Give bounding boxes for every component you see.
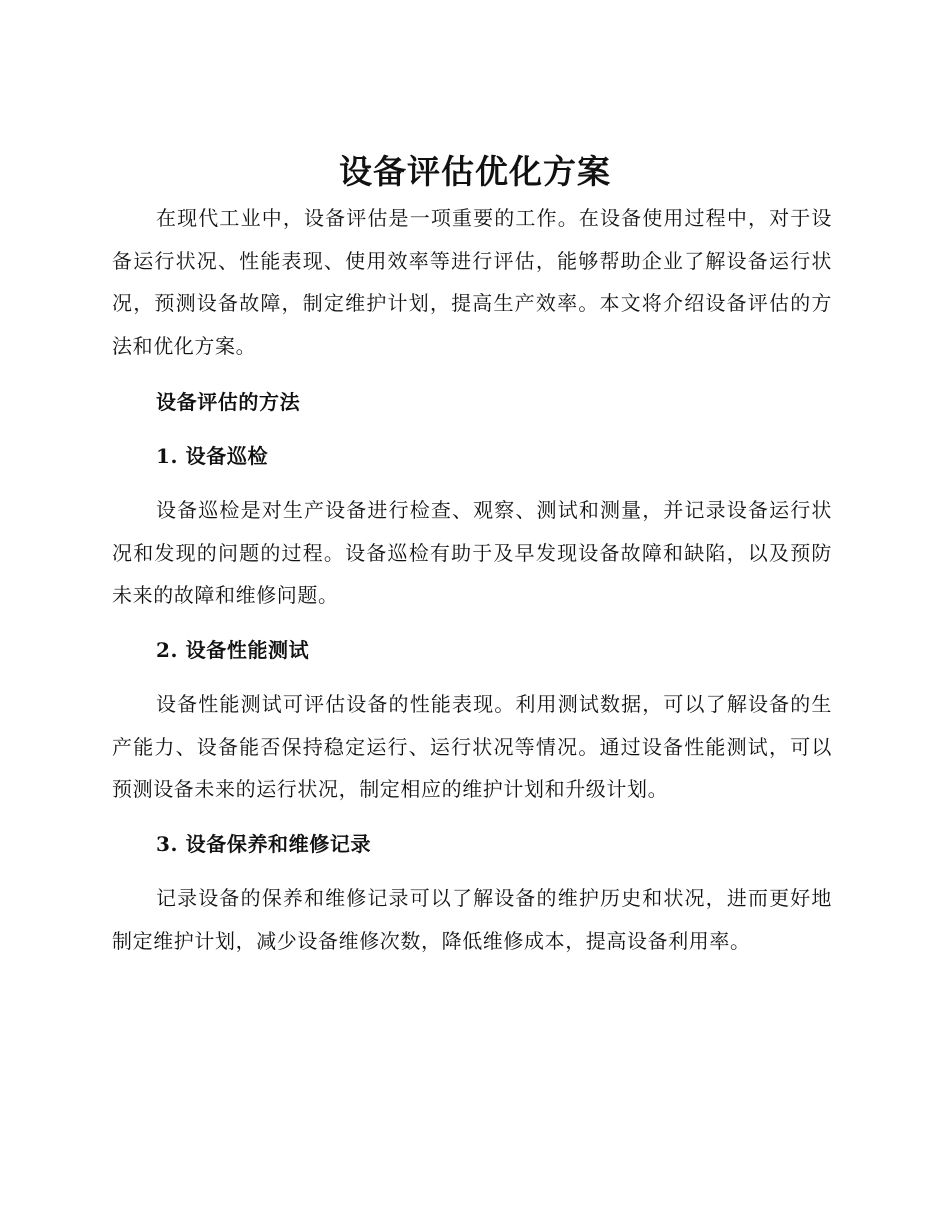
- item-heading-1: 1. 设备巡检: [156, 444, 269, 468]
- item-body-2: 设备性能测试可评估设备的性能表现。利用测试数据，可以了解设备的生产能力、设备能否保持稳定运行、运行状况等情况。通过设备性能测试，可以预测设备未来的运行状况，制定相应的维护计划和升级计划。: [112, 692, 832, 801]
- item-heading-2: 2. 设备性能测试: [156, 638, 310, 662]
- item-body-3: 记录设备的保养和维修记录可以了解设备的维护历史和状况，进而更好地制定维护计划，减少设备维修次数，降低维修成本，提高设备利用率。: [112, 886, 832, 953]
- item-body-1: 设备巡检是对生产设备进行检查、观察、测试和测量，并记录设备运行状况和发现的问题的过程。设备巡检有助于及早发现设备故障和缺陷，以及预防未来的故障和维修问题。: [112, 498, 832, 607]
- intro-paragraph: 在现代工业中，设备评估是一项重要的工作。在设备使用过程中，对于设备运行状况、性能表现、使用效率等进行评估，能够帮助企业了解设备运行状况，预测设备故障，制定维护计划，提高生产效率。本文将介绍设备评估的方法和优化方案。: [112, 206, 832, 358]
- section-heading: 设备评估的方法: [156, 390, 301, 414]
- item-heading-3: 3. 设备保养和维修记录: [156, 832, 372, 856]
- document-title: 设备评估优化方案: [339, 152, 611, 191]
